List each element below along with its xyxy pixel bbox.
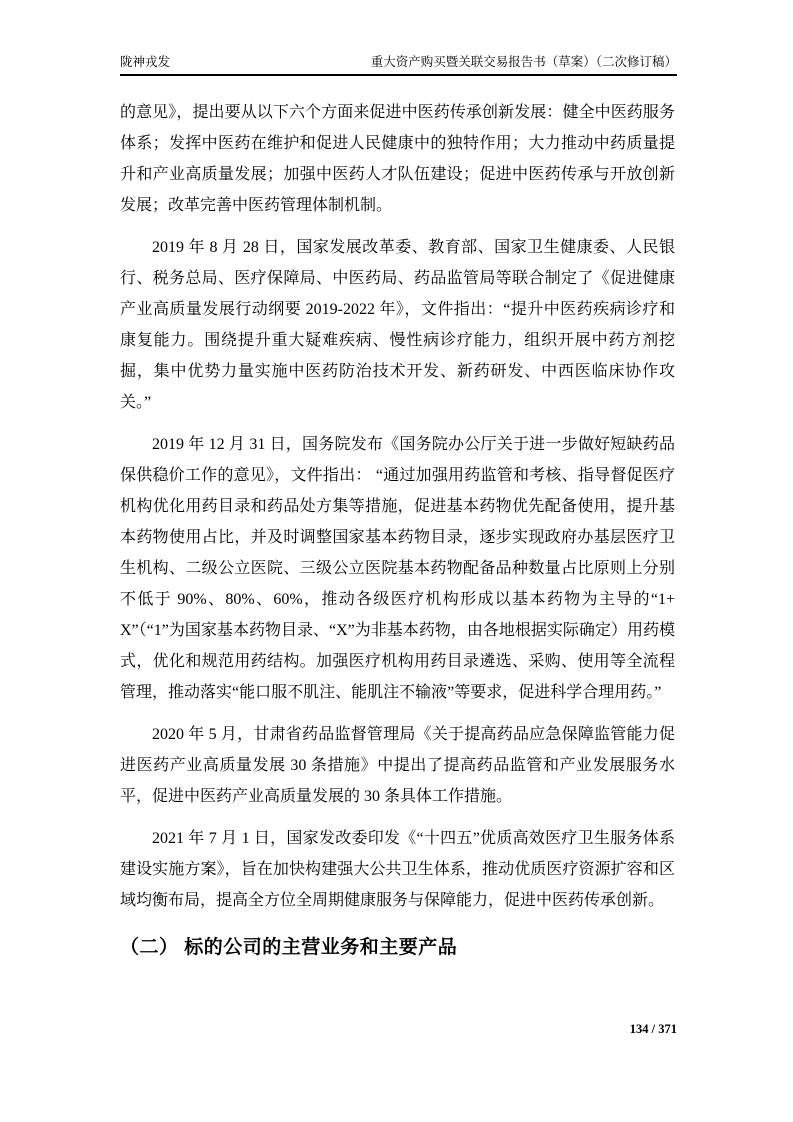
header-divider <box>120 74 677 76</box>
document-body <box>120 97 675 960</box>
section-heading: （二） 标的公司的主营业务和主要产品 <box>120 937 458 958</box>
page-header <box>120 55 677 70</box>
header-company-name: 陇神戎发 <box>120 55 171 69</box>
paragraph-2019-12-31: 2019 年 12 月 31 日，国务院发布《国务院办公厅关于进一步做好短缺药品保供稳价工作的意见》，文件指出： “通过加强用药监管和考核、指导督促医疗机构优化用药目录和药品处方集等措施，促进基本药物优先配备使用，提升基本药物使用占比，并及时调整国家基本药物目录，逐步实现政府办基层医疗卫生机构、二级公立医院、三级公立医院基本药物配备品种数量占比原则上分别不低于 90%、80%、60%，推动各级医疗机构形成以基本药物为主导的“1+X”（“1”为国家基本药物目录、“X”为非基本药物，由各地根据实际确定）用药模式，优化和规范用药结构。加强医疗机构用药目录遴选、采购、使用等全流程管理，推动落实“能口服不肌注、能肌注不输液”等要求，促进科学合理用药。” <box>120 436 675 701</box>
header-report-title: 重大资产购买暨关联交易报告书（草案）（二次修订稿） <box>370 55 677 69</box>
paragraph-2020-05: 2020 年 5 月，甘肃省药品监督管理局《关于提高药品应急保障监管能力促进医药产业高质量发展 30 条措施》中提出了提高药品监管和产业发展服务水平，促进中医药产业高质量发展的 30 条具体工作措施。 <box>120 726 675 805</box>
paragraph-2019-08-28: 2019 年 8 月 28 日，国家发展改革委、教育部、国家卫生健康委、人民银行、税务总局、医疗保障局、中医药局、药品监管局等联合制定了《促进健康产业高质量发展行动纲要 2019-2022 年》，文件指出：“提升中医药疾病诊疗和康复能力。围绕提升重大疑难疾病、慢性病诊疗能力，组织开展中药方剂挖掘，集中优势力量实施中医药防治技术开发、新药研发、中西医临床协作攻关。” <box>120 239 675 411</box>
page-number: 134 / 371 <box>629 1022 677 1036</box>
paragraph-2021-07-01: 2021 年 7 月 1 日，国家发改委印发《“十四五”优质高效医疗卫生服务体系建设实施方案》，旨在加快构建强大公共卫生体系，推动优质医疗资源扩容和区域均衡布局，提高全方位全周期健康服务与保障能力，促进中医药传承创新。 <box>120 830 675 909</box>
paragraph-policy-six-aspects: 的意见》，提出要从以下六个方面来促进中医药传承创新发展：健全中医药服务体系；发挥中医药在维护和促进人民健康中的独特作用；大力推动中药质量提升和产业高质量发展；加强中医药人才队伍建设；促进中医药传承与开放创新发展；改革完善中医药管理体制机制。 <box>120 104 675 214</box>
